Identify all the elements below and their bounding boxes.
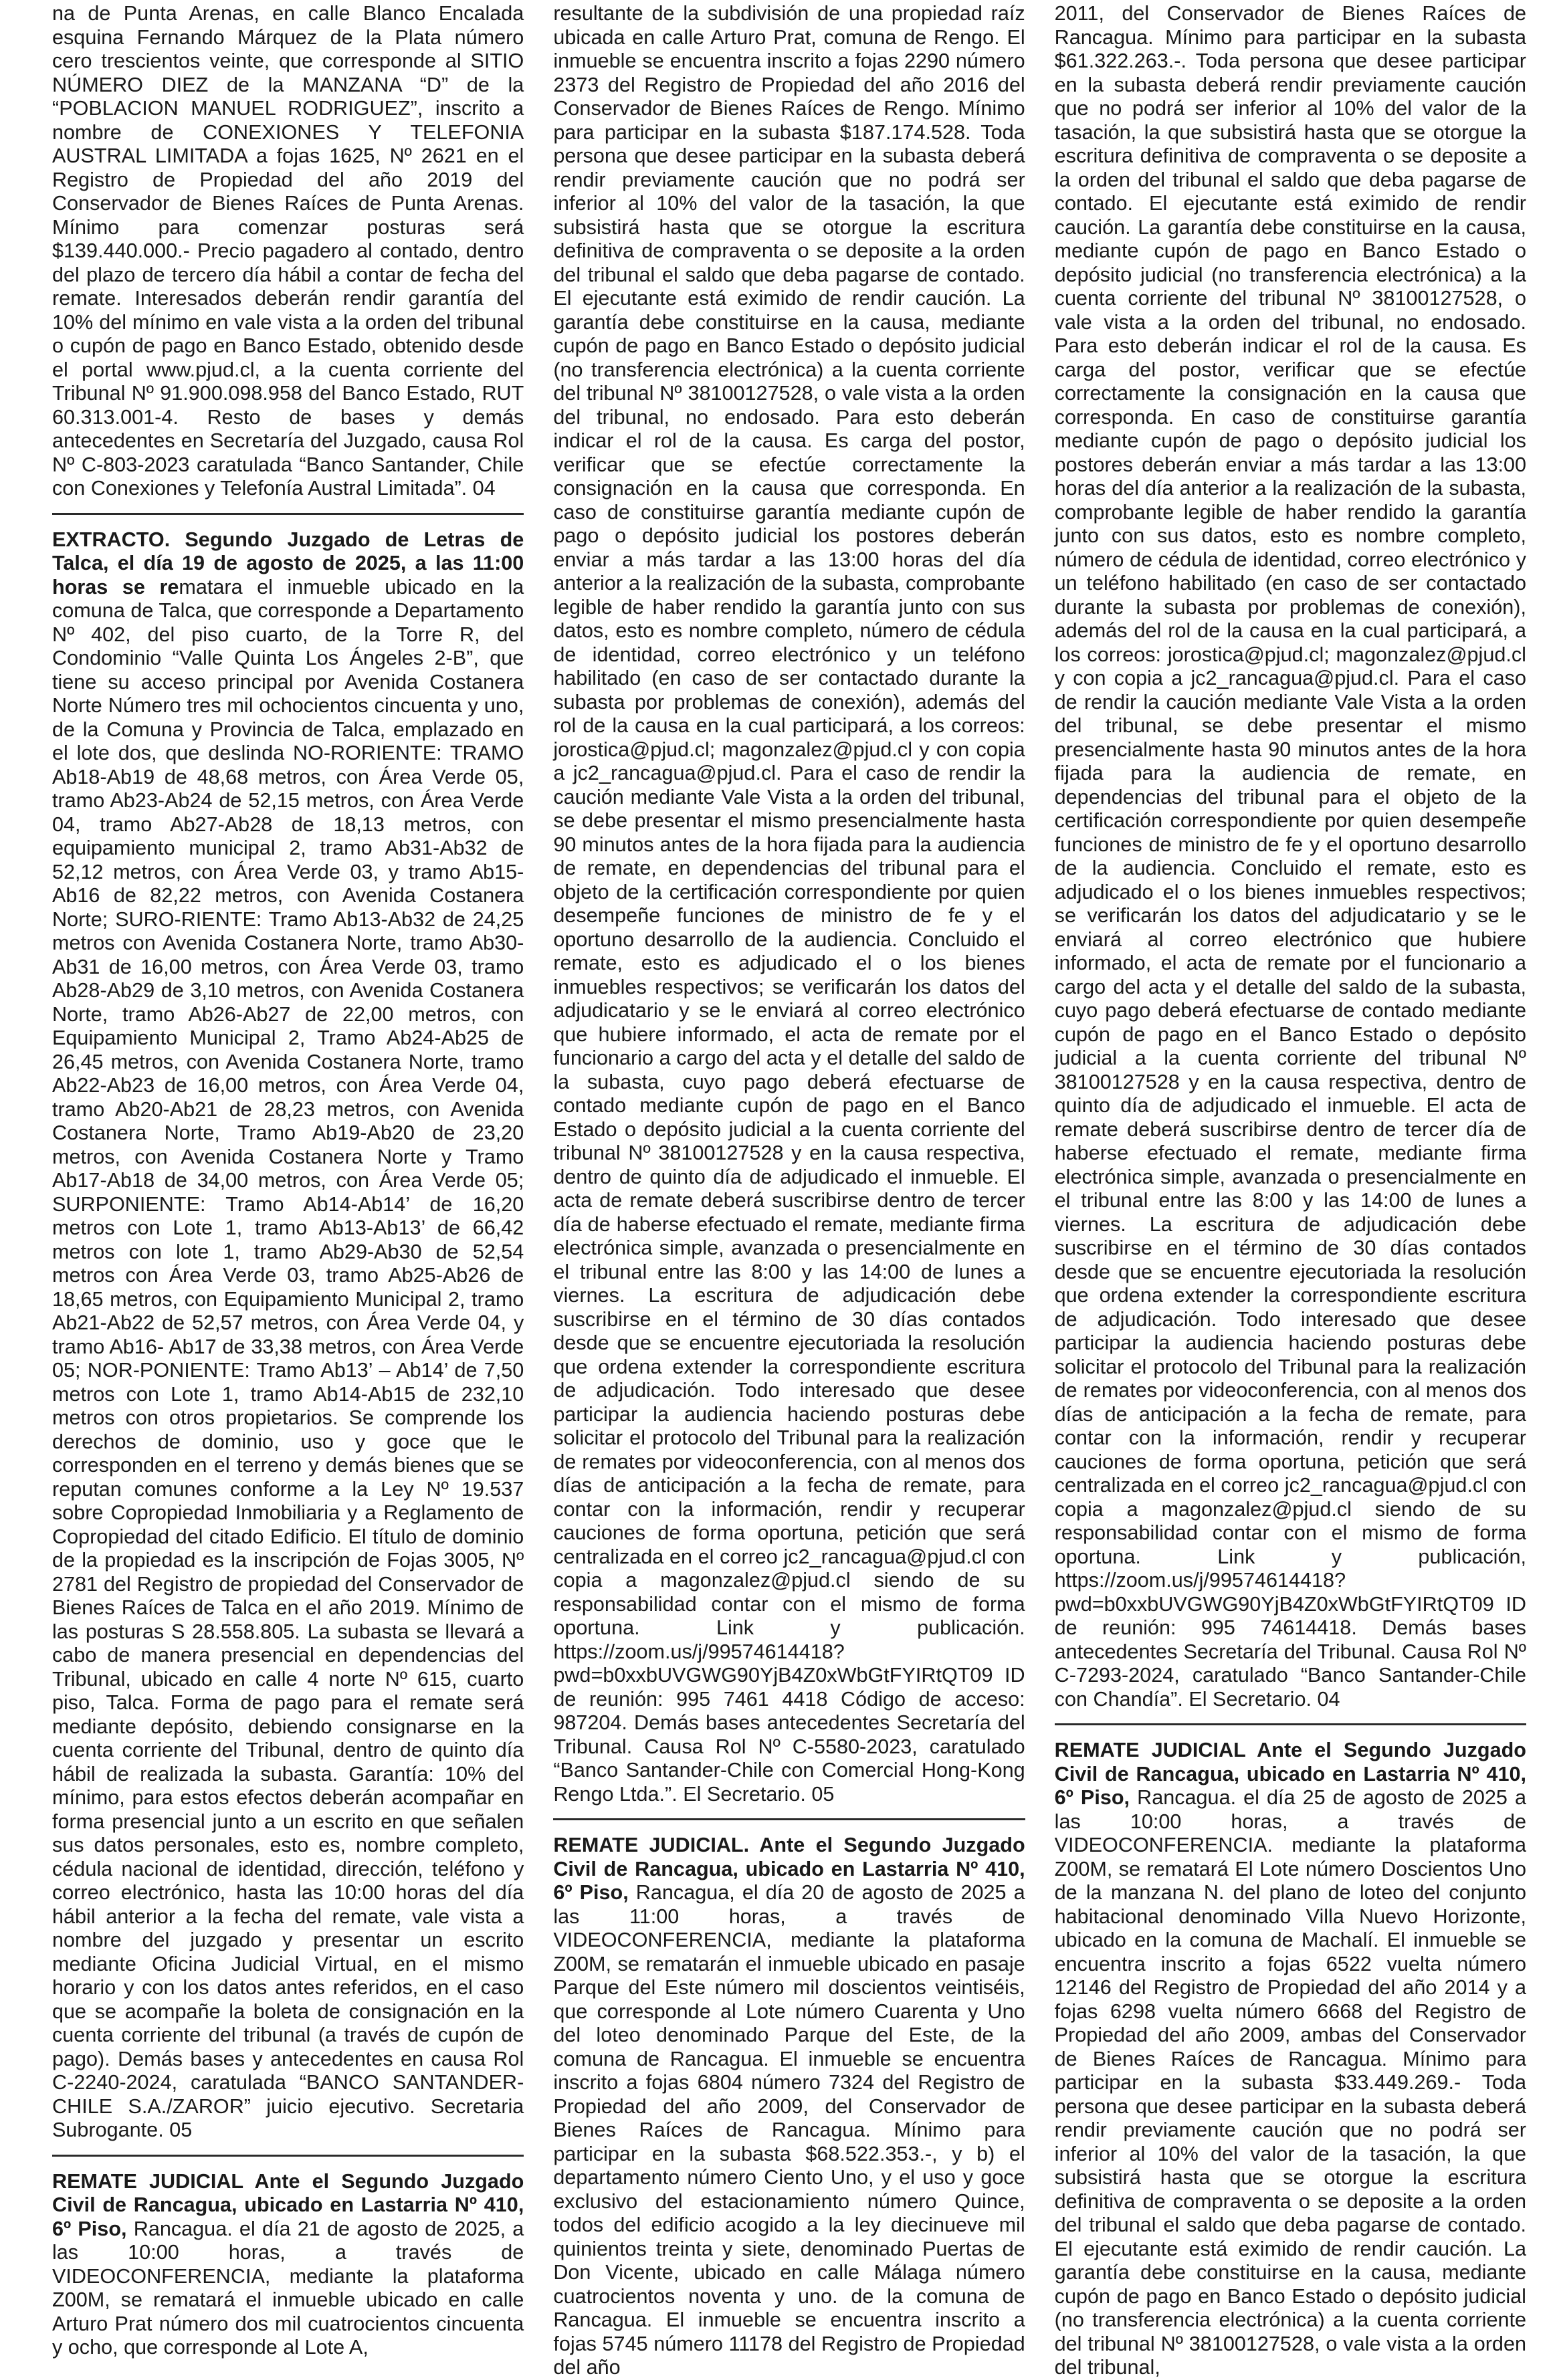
notice-body: resultante de la subdivisión de una propiedad raíz ubicada en calle Arturo Prat, comuna de Rengo. El inmueble se encuentra inscrito a fojas 2290 número 2373 del Registro de Propiedad del año 2016 del Conservador de Bienes Raíces de Rengo. Mínimo para participar en la subasta $187.174.528. Toda persona que desee participar en la subasta deberá rendir previamente caución que no podrá ser inferior al 10% del valor de la tasación, la que subsistirá hasta que se otorgue la escritura definitiva de compraventa o se deposite a la orden del tribunal el saldo que deba pagarse de contado. El ejecutante está eximido de rendir caución. La garantía debe constituirse en la causa, mediante cupón de pago en Banco Estado o depósito judicial (no transferencia electrónica) a la cuenta corriente del tribunal Nº 38100127528, o vale vista a la orden del tribunal, no endosado. Para esto deberán indicar el rol de la causa. Es carga del postor, verificar que se efectúe correctamente la consignación en la causa que corresponda. En caso de constituirse garantía mediante cupón de pago o depósito judicial los postores deberán enviar a más tardar a las 13:00 horas del día anterior a la realización de la subasta, comprobante legible de haber rendido la garantía junto con sus datos, esto es nombre completo, número de cédula de identidad, correo electrónico y un teléfono habilitado (en caso de ser contactado durante la subasta por problemas de conexión), además del rol de la causa en la cual participará, a los correos: jorostica@pjud.cl; magonzalez@pjud.cl y con copia a jc2_rancagua@pjud.cl. Para el caso de rendir la caución mediante Vale Vista a la orden del tribunal, se debe presentar el mismo presencialmente hasta 90 minutos antes de la hora fijada para la audiencia de remate, en dependencias del tribunal para el objeto de la certificación correspondiente por quien desempeñe funciones de ministro de fe y el oportuno desarrollo de la audiencia. Concluido el remate, esto es adjudicado el o los bienes inmuebles respectivos; se verificarán los datos del adjudicatario y se le enviará al correo electrónico que hubiere informado, el acta de remate por el funcionario a cargo del acta y el detalle del saldo de la subasta, cuyo pago deberá efectuarse de contado mediante cupón de pago en el Banco Estado o depósito judicial a la cuenta corriente del tribunal Nº 38100127528 y en la causa respectiva, dentro de quinto día de adjudicado el inmueble. El acta de remate deberá suscribirse dentro de tercer día de haberse efectuado el remate, mediante firma electrónica simple, avanzada o presencialmente en el tribunal entre las 8:00 y las 14:00 de lunes a viernes. La escritura de adjudicación debe suscribirse en el término de 30 días contados desde que se encuentre ejecutoriada la resolución que ordena extender la correspondiente escritura de adjudicación. Todo interesado que desee participar la audiencia haciendo posturas debe solicitar el protocolo del Tribunal para la realización de remates por videoconferencia, con al menos dos días de anticipación a la fecha de remate, para contar con la información, rendir y recuperar cauciones de forma oportuna, petición que será centralizada en el correo jc2_rancagua@pjud.cl con copia a magonzalez@pjud.cl siendo de su responsabilidad contar con el mismo de forma oportuna. Link y publicación. https://zoom.us/j/99574614418?pwd=b0xxbUVGWG90YjB4Z0xWbGtFYIRtQT09 ID de reunión: 995 7461 4418 Código de acceso: 987204. Demás bases antecedentes Secretaría del Tribunal. Causa Rol Nº C-5580-2023, caratulado “Banco Santander-Chile con Comercial Hong-Kong Rengo Ltda.”. El Secretario. 05 (553, 2, 1025, 1806)
notice-body: 2011, del Conservador de Bienes Raíces de Rancagua. Mínimo para participar en la subasta $61.322.263.-. Toda persona que desee participar en la subasta deberá rendir previamente caución que no podrá ser inferior al 10% del valor de la tasación, la que subsistirá hasta que se otorgue la escritura definitiva de compraventa o se deposite a la orden del tribunal el saldo que deba pagarse de contado. El ejecutante está eximido de rendir caución. La garantía debe constituirse en la causa, mediante cupón de pago en Banco Estado o depósito judicial (no transferencia electrónica) a la cuenta corriente del tribunal Nº 38100127528, o vale vista a la orden del tribunal, no endosado. Para esto deberán indicar el rol de la causa. Es carga del postor, verificar que se efectúe correctamente la consignación en la causa que corresponda. En caso de constituirse garantía mediante cupón de pago o depósito judicial los postores deberán enviar a más tardar a las 13:00 horas del día anterior a la realización de la subasta, comprobante legible de haber rendido la garantía junto con sus datos, esto es nombre completo, número de cédula de identidad, correo electrónico y un teléfono habilitado (en caso de ser contactado durante la subasta por problemas de conexión), además del rol de la causa en la cual participará, a los correos: jorostica@pjud.cl; magonzalez@pjud.cl y con copia a jc2_rancagua@pjud.cl. Para el caso de rendir la caución mediante Vale Vista a la orden del tribunal, se debe presentar el mismo presencialmente hasta 90 minutos antes de la hora fijada para la audiencia de remate, en dependencias del tribunal para el objeto de la certificación correspondiente por quien desempeñe funciones de ministro de fe y el oportuno desarrollo de la audiencia. Concluido el remate, esto es adjudicado el o los bienes inmuebles respectivos; se verificarán los datos del adjudicatario y se le enviará al correo electrónico que hubiere informado, el acta de remate por el funcionario a cargo del acta y el detalle del saldo de la subasta, cuyo pago deberá efectuarse de contado mediante cupón de pago en el Banco Estado o depósito judicial a la cuenta corriente del tribunal Nº 38100127528 y en la causa respectiva, dentro de quinto día de adjudicado el inmueble. El acta de remate deberá suscribirse dentro de tercer día de haberse efectuado el remate, mediante firma electrónica simple, avanzada o presencialmente en el tribunal entre las 8:00 y las 14:00 de lunes a viernes. La escritura de adjudicación debe suscribirse en el término de 30 días contados desde que se encuentre ejecutoriada la resolución que ordena extender la correspondiente escritura de adjudicación. Todo interesado que desee participar la audiencia haciendo posturas debe solicitar el protocolo del Tribunal para la realización de remates por videoconferencia, con al menos dos días de anticipación a la fecha de remate, para contar con la información, rendir y recuperar cauciones de forma oportuna, petición que será centralizada en el correo jc2_rancagua@pjud.cl con copia a magonzalez@pjud.cl siendo de su responsabilidad contar con el mismo de forma oportuna. Link y publicación, https://zoom.us/j/99574614418?pwd=b0xxbUVGWG90YjB4Z0xWbGtFYIRtQT09 ID de reunión: 995 74614418. Demás bases antecedentes Secretaría del Tribunal. Causa Rol Nº C-7293-2024, caratulado “Banco Santander-Chile con Chandía”. El Secretario. 04 (1054, 2, 1526, 1711)
legal-notice-rancagua-parque-del-este (553, 1834, 1025, 2380)
legal-notice-machali (1055, 1739, 1526, 2380)
notice-lead: EXTRACTO. Segundo Juzgado de Letras de Talca, el día 19 de agosto de 2025, a las 11:00 horas se re (52, 528, 524, 599)
legal-notice-rengo-continued (553, 2, 1025, 1806)
legal-notice-rancagua-continued (1055, 2, 1526, 1711)
notice-body: Rancagua. el día 21 de agosto de 2025, a las 10:00 horas, a través de VIDEOCONFERENCIA, mediante la plataforma Z00M, se rematará el inmueble ubicado en calle Arturo Prat número dos mil cuatrocientos cincuenta y ocho, que corresponde al Lote A, (52, 2217, 524, 2359)
column-1 (52, 0, 524, 2359)
notice-body: matara el inmueble ubicado en la comuna de Talca, que corresponde a Departamento Nº 402, del piso cuarto, de la Torre R, del Condominio “Valle Quinta Los Ángeles 2-B”, que tiene su acceso principal por Avenida Costanera Norte Número tres mil ochocientos cincuenta y uno, de la Comuna y Provincia de Talca, emplazado en el lote dos, que deslinda NO-RORIENTE: TRAMO Ab18-Ab19 de 48,68 metros, con Área Verde 05, tramo Ab23-Ab24 de 52,15 metros, con Área Verde 04, tramo Ab27-Ab28 de 18,13 metros, con equipamiento municipal 2, tramo Ab31-Ab32 de 52,12 metros, con Área Verde 03, y tramo Ab15-Ab16 de 82,22 metros, con Avenida Costanera Norte; SURO-RIENTE: Tramo Ab13-Ab32 de 24,25 metros con Avenida Costanera Norte, tramo Ab30-Ab31 de 16,00 metros, con Área Verde 03, tramo Ab28-Ab29 de 3,10 metros, con Avenida Costanera Norte, tramo Ab26-Ab27 de 22,00 metros, con Equipamiento Municipal 2, Tramo Ab24-Ab25 de 26,45 metros, con Avenida Costanera Norte, tramo Ab22-Ab23 de 16,00 metros, con Área Verde 04, tramo Ab20-Ab21 de 28,23 metros, con Avenida Costanera Norte, Tramo Ab19-Ab20 de 23,20 metros, con Avenida Costanera Norte y Tramo Ab17-Ab18 de 34,00 metros, con Área Verde 05; SURPONIENTE: Tramo Ab14-Ab14’ de 16,20 metros con Lote 1, tramo Ab13-Ab13’ de 66,42 metros con lote 1, tramo Ab29-Ab30 de 52,54 metros con Área Verde 03, tramo Ab25-Ab26 de 18,65 metros, con Equipamiento Municipal 2, tramo Ab21-Ab22 de 52,57 metros, con Área Verde 04, y tramo Ab16- Ab17 de 33,38 metros, con Área Verde 05; NOR-PONIENTE: Tramo Ab13’ – Ab14’ de 7,50 metros con Lote 1, tramo Ab14-Ab15 de 232,10 metros con otros propietarios. Se comprende los derechos de dominio, uso y goce que le corresponden en el terreno y demás bienes que se reputan comunes conforme a la Ley Nº 19.537 sobre Copropiedad Inmobiliaria y a Reglamento de Copropiedad del citado Edificio. El título de dominio de la propiedad es la inscripción de Fojas 3005, Nº 2781 del Registro de propiedad del Conservador de Bienes Raíces de Talca en el año 2019. Mínimo de las posturas S 28.558.805. La subasta se llevará a cabo de manera presencial en dependencias del Tribunal, ubicado en calle 4 norte Nº 615, cuarto piso, Talca. Forma de pago para el remate será mediante depósito, debiendo consignarse en la cuenta corriente del Tribunal, dentro de quinto día hábil de realizada la subasta. Garantía: 10% del mínimo, para estos efectos deberán acompañar en forma presencial junto a un escrito en que señalen sus datos personales, esto es, nombre completo, cédula nacional de identidad, dirección, teléfono y correo electrónico, hasta las 10:00 horas del día hábil anterior a la fecha del remate, vale vista a nombre del juzgado y presentar un escrito mediante Oficina Judicial Virtual, en el mismo horario y con los datos antes referidos, en el caso que se acompañe la boleta de consignación en la cuenta corriente del tribunal (a través de cupón de pago). Demás bases y antecedentes en causa Rol C-2240-2024, caratulada “BANCO SANTANDER-CHILE S.A./ZAROR” juicio ejecutivo. Secretaria Subrogante. 05 (52, 575, 524, 2141)
column-3 (1054, 0, 1526, 2379)
notice-divider (52, 2155, 524, 2157)
notice-body: Rancagua. el día 25 de agosto de 2025 a las 10:00 horas, a través de VIDEOCONFERENCIA. mediante la plataforma Z00M, se rematará El Lote número Doscientos Uno de la manzana N. del plano de loteo del conjunto habitacional denominado Villa Nuevo Horizonte, ubicado en la comuna de Machalí. El inmueble se encuentra inscrito a fojas 6522 vuelta número 12146 del Registro de Propiedad del año 2014 y a fojas 6298 vuelta número 6668 del Registro de Propiedad del año 2009, ambas del Conservador de Bienes Raíces de Rancagua. Mínimo para participar en la subasta $33.449.269.- Toda persona que desee participar en la subasta deberá rendir previamente caución que no podrá ser inferior al 10% del valor de la tasación, la que subsistirá hasta que se otorgue la escritura definitiva de compraventa o se deposite a la orden del tribunal el saldo que deba pagarse de contado. El ejecutante está eximido de rendir caución. La garantía debe constituirse en la causa, mediante cupón de pago en Banco Estado o depósito judicial (no transferencia electrónica) a la cuenta corriente del tribunal Nº 38100127528, o vale vista a la orden del tribunal, (1054, 1786, 1526, 2379)
notice-divider (52, 513, 524, 515)
notice-body: Rancagua, el día 20 de agosto de 2025 a las 11:00 horas, a través de VIDEOCONFERENCIA, mediante la plataforma Z00M, se rematarán el inmueble ubicado en pasaje Parque del Este número mil doscientos veintiséis, que corresponde al Lote número Cuarenta y Uno del loteo denominado Parque del Este, de la comuna de Rancagua. El inmueble se encuentra inscrito a fojas 6804 número 7324 del Registro de Propiedad del año 2009, del Conservador de Bienes Raíces de Rancagua. Mínimo para participar en la subasta $68.522.353.-, y b) el departamento número Ciento Uno, y el uso y goce exclusivo del estacionamiento número Quince, todos del edificio acogido a la ley diecinueve mil quinientos treinta y siete, denominado Puertas de Don Vicente, ubicado en calle Málaga número cuatrocientos noventa y uno. de la comuna de Rancagua. El inmueble se encuentra inscrito a fojas 5745 número 11178 del Registro de Propiedad del año (553, 1881, 1025, 2379)
notice-divider (553, 1818, 1025, 1820)
legal-notice-punta-arenas (52, 2, 524, 501)
legal-notice-rancagua-arturo-prat (52, 2170, 524, 2360)
notice-divider (1055, 1723, 1526, 1725)
notice-lead: REMATE JUDICIAL Ante el Segundo Juzgado Civil de Rancagua, ubicado en Lastarria Nº 410, 6º Piso, (1054, 1739, 1526, 1809)
notice-body: na de Punta Arenas, en calle Blanco Encalada esquina Fernando Márquez de la Plata número cero trescientos veinte, que corresponde al SITIO NÚMERO DIEZ de la MANZANA “D” de la “POBLACION MANUEL RODRIGUEZ”, inscrito a nombre de CONEXIONES Y TELEFONIA AUSTRAL LIMITADA a fojas 1625, Nº 2621 en el Registro de Propiedad del año 2019 del Conservador de Bienes Raíces de Punta Arenas. Mínimo para comenzar posturas será $139.440.000.- Precio pagadero al contado, dentro del plazo de tercero día hábil a contar de fecha del remate. Interesados deberán rendir garantía del 10% del mínimo en vale vista a la orden del tribunal o cupón de pago en Banco Estado, obtenido desde el portal www.pjud.cl, a la cuenta corriente del Tribunal Nº 91.900.098.958 del Banco Estado, RUT 60.313.001-4. Resto de bases y demás antecedentes en Secretaría del Juzgado, causa Rol Nº C-803-2023 caratulada “Banco Santander, Chile con Conexiones y Telefonía Austral Limitada”. 04 (52, 2, 524, 500)
legal-notice-talca (52, 528, 524, 2143)
notice-lead: REMATE JUDICIAL. Ante el Segundo Juzgado Civil de Rancagua, ubicado en Lastarria Nº 410, 6º Piso, (553, 1834, 1025, 1904)
notice-lead: REMATE JUDICIAL Ante el Segundo Juzgado Civil de Rancagua, ubicado en Lastarria Nº 410, 6º Piso, (52, 2169, 524, 2240)
column-2 (553, 0, 1025, 2379)
